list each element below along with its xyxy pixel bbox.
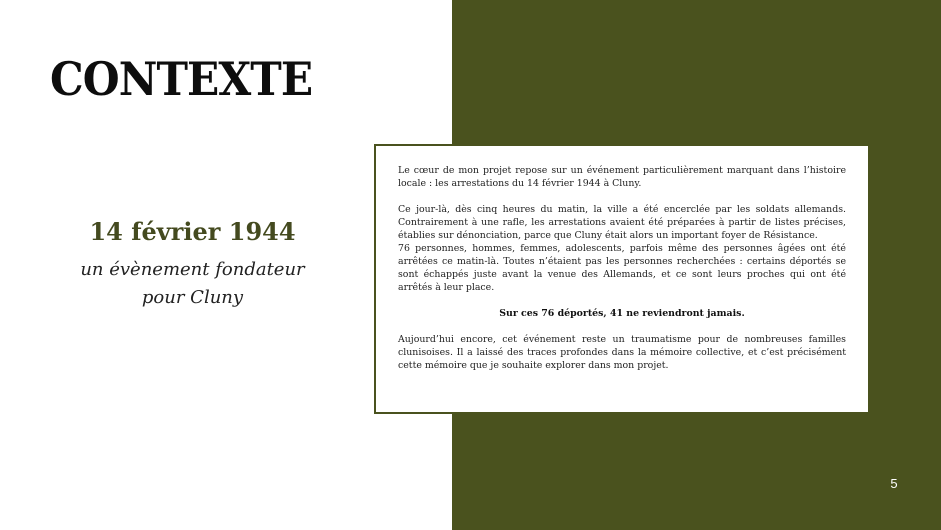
event-subtitle <box>0 256 385 312</box>
subtitle-line-2: pour Cluny <box>141 287 244 308</box>
paragraph-arrests: 76 personnes, hommes, femmes, adolescents, parfois même des personnes âgées ont été arrêtées ce matin-là. Toutes n’étaient pas les personnes recherchées : certains déportés se sont échappés juste avant la venue des Allemands, et ce sont leurs proches qui ont été arrêtés à leur place. <box>398 243 846 293</box>
subtitle-line-1: un évènement fondateur <box>80 259 305 280</box>
paragraph-encirclement: Ce jour-là, dès cinq heures du matin, la ville a été encerclée par les soldats allemands. Contrairement à une rafle, les arrestations avaient été préparées à partir de listes précises, établies sur dénonciation, parce que Cluny était alors un important foyer de Résistance. <box>398 204 846 241</box>
context-textbox <box>374 144 870 414</box>
paragraph-memory: Aujourd’hui encore, cet événement reste un traumatisme pour de nombreuses familles clunisoises. Il a laissé des traces profondes dans la mémoire collective, et c’est précisément cette mémoire que je souhaite explorer dans mon projet. <box>398 334 846 371</box>
paragraph-deportees: Sur ces 76 déportés, 41 ne reviendront jamais. <box>499 308 745 319</box>
paragraph-intro: Le cœur de mon projet repose sur un événement particulièrement marquant dans l’histoire locale : les arrestations du 14 février 1944 à Cluny. <box>398 165 846 189</box>
event-date: 14 février 1944 <box>89 217 296 246</box>
slide-title: CONTEXTE <box>50 52 313 106</box>
page-number: 5 <box>890 476 898 491</box>
